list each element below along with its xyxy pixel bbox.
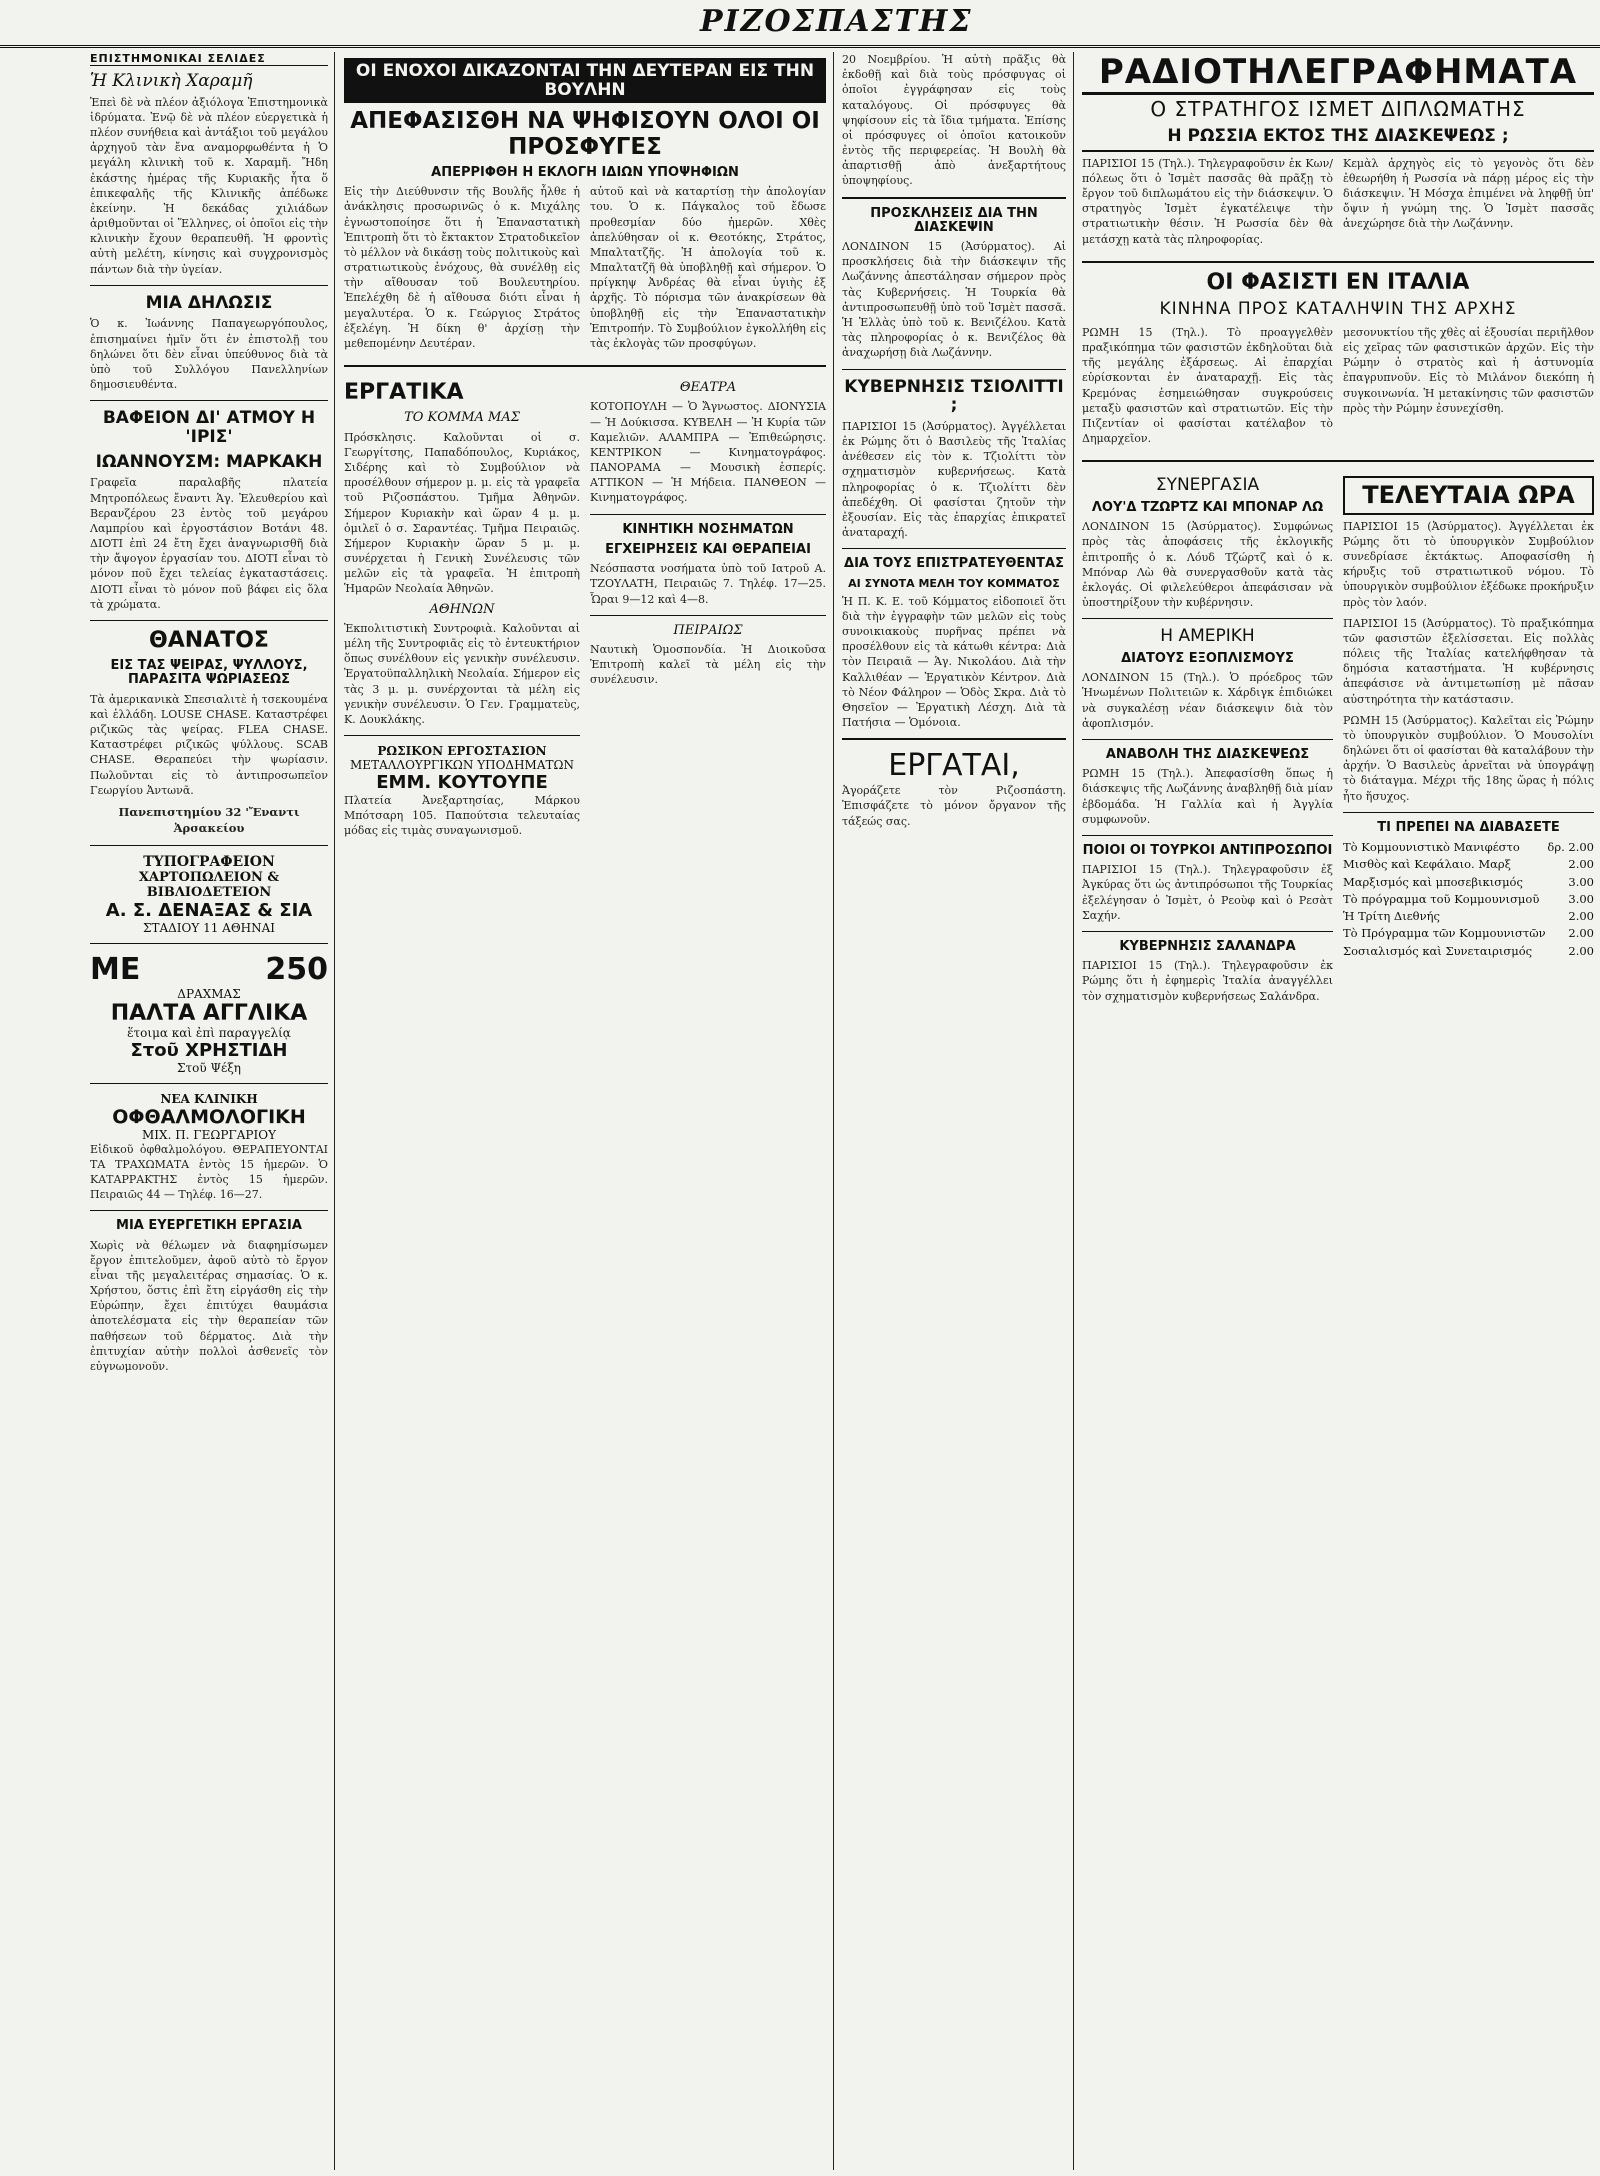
article-heading: ΠΟΙΟΙ ΟΙ ΤΟΥΡΚΟΙ ΑΝΤΙΠΡΟΣΩΠΟΙ bbox=[1082, 842, 1333, 858]
divider bbox=[1343, 812, 1594, 813]
book-row bbox=[1343, 943, 1594, 960]
section-subheading: ΠΕΙΡΑΙΩΣ bbox=[673, 622, 743, 638]
article-text: μεσονυκτίου τῆς χθὲς αἱ ἐξουσίαι περιῆλθον εἰς χεῖρας τῶν φασιστικῶν ἀρχῶν. Εἰς τὴν Ρώμην ὁ στρατὸς καὶ ἡ ἀστυνομία ἐπαγρυπνοῦν. Εἰς τὸ Μιλάνον διεκόπη ἡ συγκοινωνία. Ἡ μετακίνησις τῶν φασιστῶν πρὸς τὴν Ρώμην ἐσυνεχίσθη. bbox=[1343, 325, 1594, 415]
divider bbox=[90, 620, 328, 621]
ad-text: Εἰδικοῦ ὀφθαλμολόγου. ΘΕΡΑΠΕΥΟΝΤΑΙ ΤΑ ΤΡΑΧΩΜΑΤΑ ἐντὸς 15 ἡμερῶν. Ὁ ΚΑΤΑΡΡΑΚΤΗΣ ἐντὸς 15 ἡμερῶν. Πειραιῶς 44 — Τηλέφ. 16—27. bbox=[90, 1142, 328, 1202]
headline-top: ΟΙ ΕΝΟΧΟΙ ΔΙΚΑΖΟΝΤΑΙ ΤΗΝ ΔΕΥΤΕΡΑΝ ΕΙΣ ΤΗΝ ΒΟΥΛΗΝ bbox=[344, 58, 826, 103]
workers-banner: ΕΡΓΑΤΑΙ, bbox=[888, 748, 1020, 784]
article-text: ΡΩΜΗ 15 (Τηλ.). Ἀπεφασίσθη ὅπως ἡ διάσκεψις τῆς Λωζάννης ἀναβληθῇ διὰ μίαν ἑβδομάδα. Ἡ Γαλλία καὶ ἡ Ἀγγλία συμφωνοῦν. bbox=[1082, 767, 1333, 826]
newspaper-title: ΡΙΖΟΣΠΑΣΤΗΣ bbox=[700, 4, 973, 39]
article-text: Χωρὶς νὰ θέλωμεν νὰ διαφημίσωμεν ἔργον ἐπιτελοῦμεν, ἀφοῦ αὐτὸ τὸ ἔργον εἶναι τῆς μεγαλειτέρας σημασίας. Ὁ κ. Χρήστου, ὅστις ἐπὶ ἔτη εἰργάσθη εἰς τὴν Εὐρώπην, ἔχει ἐπιτύχει θαυμάσια ἀποτελέσματα εἰς τὴν θεραπείαν τῶν παθήσεων τοῦ δέρματος. Διὰ τὴν ἐπιτυχίαν αὐτὴν πολλοὶ ἀσθενεῖς τὸν εὐγνωμονοῦν. bbox=[90, 1238, 328, 1373]
section-subheading: ΤΟ ΚΟΜΜΑ ΜΑΣ bbox=[404, 410, 520, 426]
article-text: Ἀγοράζετε τὸν Ριζοσπάστη. Ἐπισφάζετε τὸ μόνον ὄργανον τῆς τάξεώς σας. bbox=[842, 784, 1066, 828]
ad-heading: ΒΑΦΕΙΟΝ ΔΙ' ΑΤΜΟΥ Η 'ΙΡΙΣ' bbox=[102, 408, 316, 447]
article-text: ΠΑΡΙΣΙΟΙ 15 (Τηλ.). Τηλεγραφοῦσιν ἐκ Κων/πόλεως ὅτι ὁ Ἰσμὲτ πασσᾶς θὰ πρᾶξῃ τὸ ἔργον τοῦ διπλωμάτου εἰς τὴν διάσκεψιν. Ὁ στρατηγὸς Ἰσμὲτ ἐγκατέλειψε τὴν στρατιωτικὴν θέσιν. Ἡ Ρωσσία δὲν θὰ μετάσχῃ κατὰ τὰς πληροφορίας. bbox=[1082, 156, 1333, 246]
headline-sub: Ο ΣΤΡΑΤΗΓΟΣ ΙΣΜΕΤ ΔΙΠΛΩΜΑΤΗΣ bbox=[1150, 97, 1526, 121]
column-4 bbox=[1076, 52, 1600, 2170]
article-text: Ναυτικὴ Ὁμοσπονδία. Ἡ Διοικοῦσα Ἐπιτροπὴ καλεῖ τὰ μέλη εἰς τὴν συνέλευσιν. bbox=[590, 643, 826, 687]
ad-line: Στοῦ ΧΡΗΣΤΙΔΗ bbox=[130, 1039, 288, 1061]
ad-text: Γραφεῖα παραλαβῆς πλατεία Μητροπόλεως ἔναντι Ἁγ. Ἐλευθερίου καὶ Βερανζέρου 23 ἐντὸς τοῦ μεγάρου Λαμπρίου καὶ ἐργοστάσιον Βοτάνι 48. ΔΙΟΤΙ ἐπὶ 24 ἔτη ἔχει ἀναγνωρισθῆ διὰ τὴν ἄψογον ἐργασίαν του. ΔΙΟΤΙ εἶναι τὸ μόνον ποῦ ἔχει τελείας ἐγκαταστάσεις. ΔΙΟΤΙ εἶναι τὸ μόνον ποῦ βάφει εἰς ὅλα τὰ χρώματα. bbox=[90, 476, 328, 611]
ad-line: ΜΕ bbox=[90, 951, 141, 987]
divider bbox=[90, 285, 328, 286]
divider bbox=[842, 548, 1066, 549]
book-title: Ἡ Τρίτη Διεθνής bbox=[1343, 909, 1440, 924]
divider bbox=[344, 365, 826, 367]
article-heading: ΑΝΑΒΟΛΗ ΤΗΣ ΔΙΑΣΚΕΨΕΩΣ bbox=[1105, 746, 1310, 762]
headline-main: ΑΠΕΦΑΣΙΣΘΗ ΝΑ ΨΗΦΙΣΟΥΝ ΟΛΟΙ ΟΙ ΠΡΟΣΦΥΓΕΣ bbox=[350, 108, 820, 160]
radiotelegrams-banner: ΡΑΔΙΟΤΗΛΕΓΡΑΦΗΜΑΤΑ bbox=[1082, 52, 1594, 95]
ad-address: Πανεπιστημίου 32 'Ἔναντι Ἀρσακείου bbox=[118, 804, 300, 836]
ad-line: ΝΕΑ ΚΛΙΝΙΚΗ bbox=[160, 1091, 258, 1106]
book-row bbox=[1343, 908, 1594, 925]
article-text: Ἐπεὶ δὲ νὰ πλέον ἀξιόλογα Ἐπιστημονικὰ ἱδρύματα. Ἐνῷ δὲ νὰ πλέον εὐεργετικὰ ἡ πλέον συνήθεια καὶ ἀντάξιοι τοῦ μεγάλου ἀρχηγοῦ τὰν ἔνα αναμορφωθέντα ἡ Ὁ μεγάλη κλινικὴ τοῦ κ. Χαραμῆ. Ἤδη ἐκάστης ἡμέρας τῆς Κυριακῆς ἦτα ὅ ἐπικεφαλῆς τῆς Κλινικῆς ἀπέδωκε ἐκείνην. Ἡ δεκάδας χιλιάδων ἀριθμοῦνται οἱ Ἕλληνες, οἱ ὁποῖοι εἰς τὴν κλινικὴν ἔχουν θεραπευθῆ. Ἡ φροντὶς αὐτὴ μελέτη, κίνησις καὶ συγχρονισμὸς πάντων διὰ τὴν ὑγείαν. bbox=[90, 95, 328, 276]
book-price: 2.00 bbox=[1568, 857, 1594, 872]
divider bbox=[344, 735, 580, 736]
book-row bbox=[1343, 925, 1594, 942]
article-text: Ἐκπολιτιστικὴ Συντροφιὰ. Καλοῦνται αἱ μέλη τῆς Συντροφιᾶς εἰς τὸ ἐντευκτήριον ὅπως συνέλθουν εἰς γενικὴν συνέλευσιν. Ἐργατοϋπαλληλικὴ Νεολαία. Σήμερον εἰς τὰς 3 μ. μ. συνέρχονται τὰ μέλη εἰς γενικὴν συνέλευσιν. Ὁ Γεν. Γραμματεὺς, Κ. Δουκλάκης. bbox=[344, 621, 580, 726]
article-heading: Ἡ Κλινικὴ Χαραμῆ bbox=[90, 71, 253, 91]
shoe-factory-ad bbox=[344, 744, 580, 839]
article-text: Κεμὰλ ἀρχηγὸς εἰς τὸ γεγονὸς ὅτι δὲν ἐθεωρήθη ἡ Ρωσσία νὰ πάρῃ μέρος εἰς τὴν διάσκεψιν. Ἡ Μόσχα ἐπιμένει νὰ ληφθῇ ὑπ' ὄψιν ἡ γνώμη της. Ὁ Ἰσμὲτ πασσᾶς ἀνεχώρησε διὰ τὴν Λωζάννην. bbox=[1343, 156, 1594, 231]
divider bbox=[1082, 618, 1333, 619]
ad-heading: ΘΑΝΑΤΟΣ bbox=[149, 627, 269, 653]
article-text: Νεόσπαστα νοσήματα ὑπὸ τοῦ Ιατροῦ Α. ΤΖΟΥΛΑΤΗ, Πειραιῶς 7. Τηλέφ. 17—25. Ὧραι 9—12 καὶ 4—8. bbox=[590, 562, 826, 606]
last-hour-heading: ΤΕΛΕΥΤΑΙΑ ΩΡΑ bbox=[1343, 476, 1594, 514]
column-rule bbox=[1073, 52, 1074, 2170]
column-rule bbox=[833, 52, 834, 2170]
article-text: 20 Νοεμβρίου. Ἡ αὐτὴ πρᾶξις θὰ ἐκδοθῇ καὶ διὰ τοὺς πρόσφυγας οἱ ὁποῖοι ἐγγράφησαν εἰς τοὺς καταλόγους. Οἱ πρόσφυγες θὰ ψηφίσουν εἰς τὰ ἴδια τμήματα. Ἐπίσης οἱ πρόσφυγες οἱ ὁποῖοι κατοικοῦν ἐντὸς τῆς περιφερείας. Ἡ Βουλὴ θὰ ἀπαρτισθῇ ἀπὸ ἀνεξαρτήτους ὑποψηφίους. bbox=[842, 53, 1066, 188]
book-price: 2.00 bbox=[1568, 943, 1594, 958]
masthead bbox=[0, 0, 1600, 48]
headline-sub: Η ΡΩΣΣΙΑ ΕΚΤΟΣ ΤΗΣ ΔΙΑΣΚΕΨΕΩΣ ; bbox=[1082, 127, 1594, 152]
article-subheading: ΚΙΝΗΝΑ ΠΡΟΣ ΚΑΤΑΛΗΨΙΝ ΤΗΣ ΑΡΧΗΣ bbox=[1159, 298, 1517, 319]
article-text: ΚΟΤΟΠΟΥΛΗ — Ὁ Ἄγνωστος. ΔΙΟΝΥΣΙΑ — Ἡ Δούκισσα. ΚΥΒΕΛΗ — Ἡ Κυρία τῶν Καμελιῶν. ΑΛΑΜΠΡΑ — Ἐπιθεώρησις. ΚΕΝΤΡΙΚΟΝ — Κινηματογράφος. ΠΑΝΟΡΑΜΑ — Μουσικὴ ἑσπερίς. ΑΤΤΙΚΟΝ — Ἡ Μήδεια. ΠΑΝΘΕΟΝ — Κινηματογράφος. bbox=[590, 400, 826, 505]
article-text: ΛΟΝΔΙΝΟΝ 15 (Ἀσύρματος). Αἱ προσκλήσεις διὰ τὴν διάσκεψιν τῆς Λωζάννης ἀπεστάλησαν σήμερον πρὸς τὰς Κυβερνήσεις. Ἡ Τουρκία θὰ ἀντιπροσωπευθῇ ὑπὸ τοῦ Ἰσμὲτ πασσᾶ. Ἡ Ἑλλὰς ὑπὸ τοῦ κ. Βενιζέλου. Κατὰ τὰς πληροφορίας ὁ κ. Βενιζέλος θὰ ἀναχωρήσῃ διὰ Λωζάννην. bbox=[842, 240, 1066, 360]
article-text: ΠΑΡΙΣΙΟΙ 15 (Τηλ.). Τηλεγραφοῦσιν ἐκ Ρώμης ὅτι ἡ ἐφημερὶς Ἰταλία ἀναγγέλλει τὸν σχηματισμὸν κυβερνήσεως Σαλάνδρα. bbox=[1082, 959, 1333, 1003]
article-heading: ΔΙΑ ΤΟΥΣ ΕΠΙΣΤΡΑΤΕΥΘΕΝΤΑΣ bbox=[844, 556, 1064, 572]
article-text: ΠΑΡΙΣΙΟΙ 15 (Ἀσύρματος). Ἀγγέλλεται ἐκ Ρώμης ὅτι τὸ ὑπουργικὸν Συμβούλιον συνεδρίασε ἐκτάκτως. Αποφασίσθη ἡ κήρυξις τοῦ στρατιωτικοῦ νόμου. Τὸ ὑπουργικὸν συμβούλιον ἐξέδωκε προκήρυξιν πρὸς τὸν λαόν. bbox=[1343, 519, 1594, 609]
article-heading: ΠΡΟΣΚΛΗΣΕΙΣ ΔΙΑ ΤΗΝ ΔΙΑΣΚΕΨΙΝ bbox=[870, 205, 1038, 235]
divider bbox=[1082, 835, 1333, 836]
ad-line: ΤΥΠΟΓΡΑΦΕΙΟΝ bbox=[143, 853, 275, 870]
ad-line: ΧΑΡΤΟΠΩΛΕΙΟΝ & ΒΙΒΛΙΟΔΕΤΕΙΟΝ bbox=[138, 869, 280, 900]
ad-line: ἕτοιμα καὶ ἐπὶ παραγγελίᾳ bbox=[127, 1025, 291, 1040]
divider bbox=[590, 514, 826, 515]
article-text: ΠΑΡΙΣΙΟΙ 15 (Ἀσύρματος). Τὸ πραξικόπημα τῶν φασιστῶν ἐξελίσσεται. Εἰς πολλὰς πόλεις τῆς Ἰταλίας κατελήφθησαν τὰ δημόσια καταστήματα. Ἡ κυβέρνησις ἀπεφάσισε νὰ ἀντιμετωπίσῃ μὲ πᾶσαν αὐστηρότητα τὴν κατάστασιν. bbox=[1343, 616, 1594, 706]
section-subheading: ΑΘΗΝΩΝ bbox=[429, 601, 495, 617]
book-title: Τὸ πρόγραμμα τοῦ Κομμουνισμοῦ bbox=[1343, 891, 1540, 906]
article-heading: Η ΑΜΕΡΙΚΗ bbox=[1160, 626, 1255, 647]
divider bbox=[90, 943, 328, 944]
divider bbox=[842, 738, 1066, 740]
divider bbox=[590, 615, 826, 616]
article-text: Πρόσκλησις. Καλοῦνται οἱ σ. Γεωργίτσης, Παπαδόπουλος, Κυριάκος, Σιδέρης καὶ τὸ Συμβούλιον νὰ προσέλθουν σήμερον μ. μ. εἰς τὰ γραφεῖα τοῦ Ριζοσπάστου. Τμῆμα Ἀθηνῶν. Σήμερον Κυριακὴν καὶ ὥραν 4 μ. μ. ὁμιλεῖ ὁ σ. Σαραντέας. Τμῆμα Πειραιῶς. Σήμερον Κυριακὴν ὥραν 5 μ. μ. συνέρχεται ἡ Γενικὴ Συνέλευσις τῶν μελῶν εἰς τὰ γραφεῖα. Ἡ ἐπιτροπὴ Ἡμαρῶν Νεολαία Ἀθηνῶν. bbox=[344, 430, 580, 596]
coat-ad bbox=[90, 952, 328, 1075]
book-price: 2.00 bbox=[1568, 909, 1594, 924]
book-row bbox=[1343, 856, 1594, 873]
article-text: ΛΟΝΔΙΝΟΝ 15 (Ἀσύρματος). Συμφώνως πρὸς τὰς ἀποφάσεις τῆς ἐκλογικῆς ἐπιτροπῆς ὁ κ. Λόυδ Τζώρτζ καὶ ὁ κ. Μπόναρ Λὼ θὰ συνεργασθοῦν κατὰ τὰς ἐκλογάς. Οἱ φιλελεύθεροι ἀπεφάσισαν νὰ ὑποστηρίξουν τὴν κυβέρνησιν. bbox=[1082, 520, 1333, 610]
article-text: Ἡ Π. Κ. Ε. τοῦ Κόμματος εἰδοποιεῖ ὅτι διὰ τὴν ἐγγραφὴν τῶν μελῶν εἰς τοὺς συνοικιακοὺς πυρῆνας πρέπει νὰ προσέλθουν εἰς τὰ κάτωθι κέντρα: Διὰ τὸν Πειραιᾶ — Ἁγ. Νικολάου. Διὰ τὴν Καλλιθέαν — Ἐργατικὸν Κέντρον. Διὰ τὸ Νέον Φάληρον — Ὁδὸς Σκρα. Διὰ τὸ Θησεῖον — Ἐργατικὴ Λέσχη. Διὰ τὰ Πατήσια — Ὁμόνοια. bbox=[842, 594, 1066, 730]
clinic-ad bbox=[90, 1092, 328, 1203]
article-heading: ΟΙ ΦΑΣΙΣΤΙ ΕΝ ΙΤΑΛΙΑ bbox=[1206, 269, 1470, 295]
book-title: Σοσιαλισμός καὶ Συνεταιρισμός bbox=[1343, 943, 1533, 958]
ad-text: Πλατεία Ἀνεξαρτησίας, Μάρκου Μπότσαρη 105. Παπούτσια τελευταίας μόδας εἰς τιμὰς συναγωνισμοῦ. bbox=[344, 794, 580, 838]
book-title: Μαρξισμός καὶ μποσεβικισμός bbox=[1343, 874, 1523, 889]
divider bbox=[1082, 261, 1594, 263]
article-text: Ὁ κ. Ἰωάννης Παπαγεωργόπουλος, ἐπισημαίνει ἡμῖν ὅτι ἐν ἐπιστολῇ του δηλώνει ὅτι δὲν εἶναι ὑπεύθυνος διὰ τὰ ὑπὸ τοῦ Συλλόγου Πανελληνίων δημοσιευθέντα. bbox=[90, 317, 328, 392]
book-price: 2.00 bbox=[1568, 926, 1594, 941]
printing-ad bbox=[90, 854, 328, 935]
ad-subheading: ΕΙΣ ΤΑΣ ΨΕΙΡΑΣ, ΨΥΛΛΟΥΣ, ΠΑΡΑΣΙΤΑ ΨΩΡΙΑΣΕΩΣ bbox=[110, 658, 308, 688]
article-heading: ΚΥΒΕΡΝΗΣΙΣ ΣΑΛΑΝΔΡΑ bbox=[1119, 938, 1296, 954]
column-2 bbox=[338, 52, 832, 2170]
divider bbox=[842, 197, 1066, 199]
article-text: ΠΑΡΙΣΙΟΙ 15 (Ἀσύρματος). Ἀγγέλλεται ἐκ Ρώμης ὅτι ὁ Βασιλεὺς τῆς Ἰταλίας ἀνέθεσεν εἰς τὸν κ. Τζιολίττι τὸν σχηματισμὸν κυβερνήσεως. Κατὰ πληροφορίας ὁ κ. Τζιολίττι δὲν ἀπεδέχθη. Οἱ φασίσται ζητοῦν τὴν ἐξουσίαν. Εἰς τὰς ἐπαρχίας ἐπικρατεῖ ἀναταραχή. bbox=[842, 419, 1066, 540]
section-kicker: ΕΠΙΣΤΗΜΟΝΙΚΑΙ ΣΕΛΙΔΕΣ bbox=[90, 52, 328, 66]
divider bbox=[90, 400, 328, 401]
article-subheading: ΔΙΑΤΟΥΣ ΕΞΟΠΛΙΣΜΟΥΣ bbox=[1121, 650, 1294, 666]
divider bbox=[842, 369, 1066, 370]
article-subheading: ΑΙ ΣΥΝΟΤΑ ΜΕΛΗ ΤΟΥ ΚΟΜΜΑΤΟΣ bbox=[848, 576, 1060, 590]
ad-line: ΠΑΛΤΑ ΑΓΓΛΙΚΑ bbox=[110, 1000, 308, 1026]
reading-list-heading: ΤΙ ΠΡΕΠΕΙ ΝΑ ΔΙΑΒΑΣΕΤΕ bbox=[1377, 819, 1560, 835]
article-heading: ΚΥΒΕΡΝΗΣΙΣ ΤΣΙΟΛΙΤΤΙ ; bbox=[844, 376, 1064, 416]
section-heading: ΚΙΝΗΤΙΚΗ ΝΟΣΗΜΑΤΩΝ bbox=[622, 521, 794, 537]
article-text: ΡΩΜΗ 15 (Τηλ.). Τὸ προαγγελθὲν πραξικόπημα τῶν φασιστῶν ἐκδηλοῦται διὰ τῆς μεγάλης ἐξάρσεως. Αἱ ἐπαρχίαι εὑρίσκονται ἐν ἀναταραχῇ. Εἰς τὰς Κρεμόνας ἐσημειώθησαν συγκρούσεις μεταξὺ φασιστῶν καὶ στρατιωτῶν. Εἰς τὴν Πιζεντίαν οἱ φασίσται κατέλαβον τὸ Δημαρχεῖον. bbox=[1082, 325, 1333, 446]
book-title: Μισθὸς καὶ Κεφάλαιο. Μαρξ bbox=[1343, 857, 1511, 872]
book-title: Τὸ Κομμουνιστικὸ Μανιφέστο bbox=[1343, 840, 1520, 855]
section-heading: ΕΡΓΑΤΙΚΑ bbox=[344, 380, 464, 406]
book-row bbox=[1343, 839, 1594, 856]
ad-price: 250 bbox=[265, 951, 328, 987]
column-1 bbox=[84, 52, 334, 2170]
reading-list bbox=[1343, 839, 1594, 960]
book-price: 3.00 bbox=[1568, 891, 1594, 906]
article-text: ΡΩΜΗ 15 (Ἀσύρματος). Καλεῖται εἰς Ῥώμην τὸ ὑπουργικὸν συμβούλιον. Ὁ Μουσολίνι δηλώνει ὅτι οἱ φασίσται θὰ καταλάβουν τὴν ἀρχήν. Ὁ Βασιλεὺς ἀρνεῖται νὰ ὑπογράψῃ τὸ διάταγμα. Μέχρι τῆς 18ης ὥρας ἡ πόλις ἦτο ἥσυχος. bbox=[1343, 713, 1594, 803]
column-3 bbox=[836, 52, 1072, 2170]
ad-line: ΜΕΤΑΛΛΟΥΡΓΙΚΩΝ ΥΠΟΔΗΜΑΤΩΝ bbox=[350, 758, 574, 773]
article-heading: ΣΥΝΕΡΓΑΣΙΑ bbox=[1155, 475, 1260, 496]
article-text: αὐτοῦ καὶ νὰ καταρτίσῃ τὴν ἀπολογίαν του. Ὁ κ. Πάγκαλος τοῦ ἔδωσε προθεσμίαν δύο ἡμερῶν. Χθὲς ἀπελύθησαν οἱ κ. Θεοτόκης, Στράτος, Μπαλτατζῆς. Ἡ ἀπολογία τοῦ κ. Μπαλτατζῆ θὰ ὑποβληθῇ καὶ σήμερον. Ὁ πρίγκηψ Ἀνδρέας θὰ εἶναι ὑγιὴς ἐξ ἀρχῆς. Τὸ πόρισμα τῶν ἀνακρίσεων θὰ ὑποβληθῇ εἰς τὴν Ἐπαναστατικὴν Ἐπιτροπήν. Τὸ Συμβούλιον ἐγκολλήθη εἰς τὰς ἐκλογὰς τῶν προσφύγων. bbox=[590, 185, 826, 350]
article-text: ΛΟΝΔΙΝΟΝ 15 (Τηλ.). Ὁ πρόεδρος τῶν Ἡνωμένων Πολιτειῶν κ. Χάρδιγκ ἐπιδιώκει νὰ συγκαλέσῃ νέαν διάσκεψιν διὰ τὸν ἀφοπλισμόν. bbox=[1082, 671, 1333, 730]
book-row bbox=[1343, 891, 1594, 908]
ad-line: ΔΡΑΧΜΑΣ bbox=[177, 986, 241, 1001]
divider bbox=[1082, 739, 1333, 740]
ad-line: Στοῦ Ψέξη bbox=[177, 1060, 241, 1075]
ad-text: Τὰ ἀμερικανικὰ Σπεσιαλιτὲ ἡ τσεκουμένα καὶ ἐλλάδη. LOUSE CHASE. Καταστρέφει ριζικῶς τὰς ψείρας. FLEA CHASE. Καταστρέφει ριζικῶς ψύλλους. SCAB CHASE. Θεραπεύει τὴν ψωρίασιν. Πωλοῦνται εἰς τὸ ἀντιπροσωπεῖον Γεωργίου Ἀντωνᾶ. bbox=[90, 692, 328, 797]
section-subheading: ΕΓΧΕΙΡΗΣΕΙΣ ΚΑΙ ΘΕΡΑΠΕΙΑΙ bbox=[605, 541, 811, 557]
ad-line: ΡΩΣΙΚΟΝ ΕΡΓΟΣΤΑΣΙΟΝ bbox=[377, 744, 547, 759]
article-heading: ΜΙΑ ΕΥΕΡΓΕΤΙΚΗ ΕΡΓΑΣΙΑ bbox=[116, 1218, 302, 1234]
book-price: δρ. 2.00 bbox=[1547, 840, 1594, 855]
section-subheading: ΘΕΑΤΡΑ bbox=[679, 380, 737, 396]
divider bbox=[1082, 460, 1594, 462]
ad-heading: ΙΩΑΝΝΟΥΣΜ: ΜΑΡΚΑΚΗ bbox=[95, 451, 323, 472]
book-title: Τὸ Πρόγραμμα τῶν Κομμουνιστῶν bbox=[1343, 926, 1546, 941]
article-heading: ΜΙΑ ΔΗΛΩΣΙΣ bbox=[145, 292, 273, 313]
ad-line: ΕΜΜ. ΚΟΥΤΟΥΠΕ bbox=[376, 772, 548, 794]
article-subheading: ΛΟΥ'Δ ΤΖΩΡΤΖ ΚΑΙ ΜΠΟΝΑΡ ΛΩ bbox=[1091, 499, 1324, 515]
article-text: Εἰς τὴν Διεύθυνσιν τῆς Βουλῆς ἦλθε ἡ ἀνάκλησις προσωρινῶς ὁ κ. Μιχάλης ἐγνωστοποίησε ὅτι ἡ Ἐπαναστατικὴ Ἐπιτροπὴ ὅτι τὸ ἔκτακτον Στρατοδικεῖον τὸ μέλλον νὰ δικάσῃ τοὺς πολιτικοὺς καὶ στρατιωτικοὺς ἐνόχους, θὰ συνέλθῃ εἰς τὴν αἴθουσαν τοῦ Βουλευτηρίου. Ἐπελέχθη δὲ ἡ αἴθουσα διότι εἶναι ἡ μεγαλυτέρα. Ὁ κ. Γεώργιος Στράτος ἐξελέγη. Ἡ δίκη θ' ἀρχίσῃ τὴν μεθεπομένην Δευτέραν. bbox=[344, 185, 580, 350]
column-rule bbox=[334, 52, 335, 2170]
ad-line: ΜΙΧ. Π. ΓΕΩΡΓΑΡΙΟΥ bbox=[142, 1127, 276, 1142]
divider bbox=[1082, 931, 1333, 932]
headline-sub: ΑΠΕΡΡΙΦΘΗ Η ΕΚΛΟΓΗ ΙΔΙΩΝ ΥΠΟΨΗΦΙΩΝ bbox=[431, 164, 739, 180]
book-price: 3.00 bbox=[1568, 874, 1594, 889]
book-row bbox=[1343, 874, 1594, 891]
divider bbox=[90, 1210, 328, 1211]
ad-line: ΟΦΘΑΛΜΟΛΟΓΙΚΗ bbox=[112, 1105, 306, 1128]
divider bbox=[90, 1083, 328, 1084]
ad-line: ΣΤΑΔΙΟΥ 11 ΑΘΗΝΑΙ bbox=[142, 920, 276, 935]
ad-line: Α. Σ. ΔΕΝΑΞΑΣ & ΣΙΑ bbox=[105, 899, 313, 921]
divider bbox=[90, 845, 328, 846]
article-text: ΠΑΡΙΣΙΟΙ 15 (Τηλ.). Τηλεγραφοῦσιν ἐξ Ἀγκύρας ὅτι ὡς ἀντιπρόσωποι τῆς Τουρκίας ἐξελέγησαν ὁ Ἰσμὲτ, ὁ Ρεοὺφ καὶ ὁ Ρεσὰτ Σαχήν. bbox=[1082, 863, 1333, 922]
